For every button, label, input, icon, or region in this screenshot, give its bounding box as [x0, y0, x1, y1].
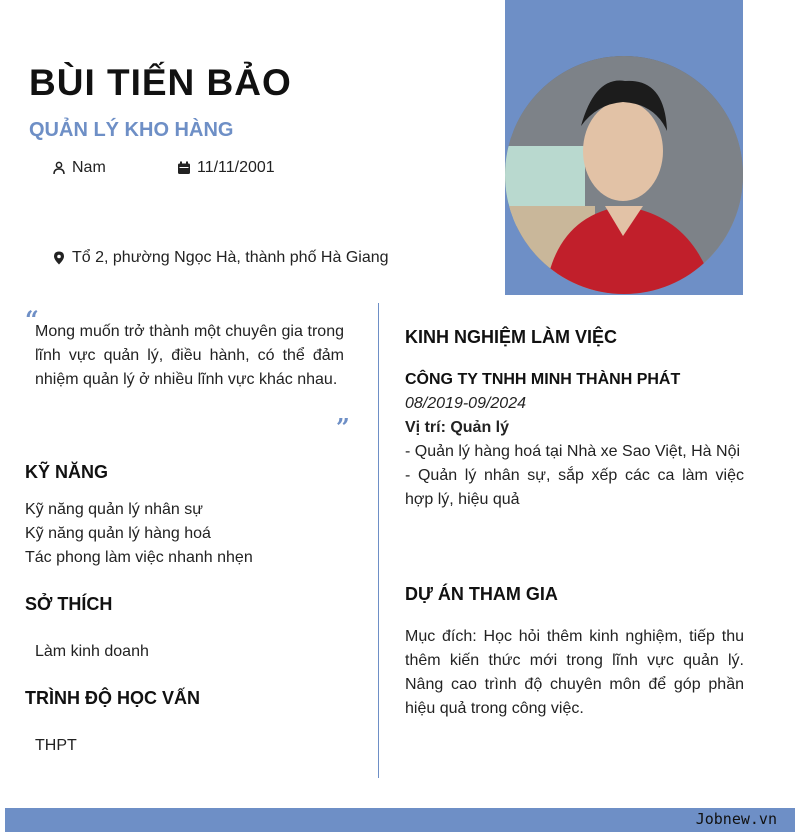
experience-entry	[405, 368, 744, 512]
projects-heading: DỰ ÁN THAM GIA	[405, 584, 558, 604]
company-name: CÔNG TY TNHH MINH THÀNH PHÁT	[405, 371, 681, 388]
skills-heading: KỸ NĂNG	[25, 462, 109, 482]
footer-bar	[5, 808, 795, 832]
skill-item: Kỹ năng quản lý hàng hoá	[25, 525, 211, 542]
footer-brand: Jobnew.vn	[695, 810, 777, 828]
experience-detail: - Quản lý hàng hoá tại Nhà xe Sao Việt, Hà Nội	[405, 443, 741, 460]
education-item: THPT	[35, 737, 77, 754]
hobbies-heading: SỞ THÍCH	[25, 594, 113, 614]
projects-description: Mục đích: Học hỏi thêm kinh nghiệm, tiếp thu thêm kiến thức mới trong lĩnh vực quản lý. Nâng cao trình độ chuyên môn để góp phần hiệu quả trong công việc.	[405, 628, 744, 717]
dob-info	[177, 159, 275, 177]
close-quote-mark: ”	[336, 413, 350, 442]
career-objective: Mong muốn trở thành một chuyên gia trong lĩnh vực quản lý, điều hành, có thể đảm nhiệm quản lý ở nhiều lĩnh vực khác nhau.	[35, 323, 344, 388]
experience-detail: - Quản lý nhân sự, sắp xếp các ca làm việc hợp lý, hiệu quả	[405, 467, 744, 508]
skills-list	[25, 498, 253, 570]
location-pin-icon	[52, 251, 66, 265]
profile-photo	[505, 56, 743, 294]
job-position: Vị trí: Quản lý	[405, 419, 510, 436]
skill-item: Tác phong làm việc nhanh nhẹn	[25, 549, 253, 566]
person-icon	[52, 161, 66, 175]
experience-heading: KINH NGHIỆM LÀM VIỆC	[405, 327, 618, 347]
candidate-name: BÙI TIẾN BẢO	[29, 62, 292, 103]
skill-item: Kỹ năng quản lý nhân sự	[25, 501, 203, 518]
dob-value: 11/11/2001	[197, 159, 275, 176]
column-divider	[378, 303, 379, 778]
open-quote-mark: “	[25, 305, 39, 334]
employment-period: 08/2019-09/2024	[405, 395, 526, 412]
calendar-icon	[177, 161, 191, 175]
job-title: QUẢN LÝ KHO HÀNG	[29, 119, 234, 141]
address-info	[52, 249, 389, 267]
education-heading: TRÌNH ĐỘ HỌC VẤN	[25, 688, 200, 708]
gender-value: Nam	[72, 159, 106, 176]
profile-photo-illustration	[505, 56, 743, 294]
gender-info	[52, 159, 106, 177]
hobby-item: Làm kinh doanh	[35, 643, 149, 660]
address-value: Tổ 2, phường Ngọc Hà, thành phố Hà Giang	[72, 249, 389, 266]
